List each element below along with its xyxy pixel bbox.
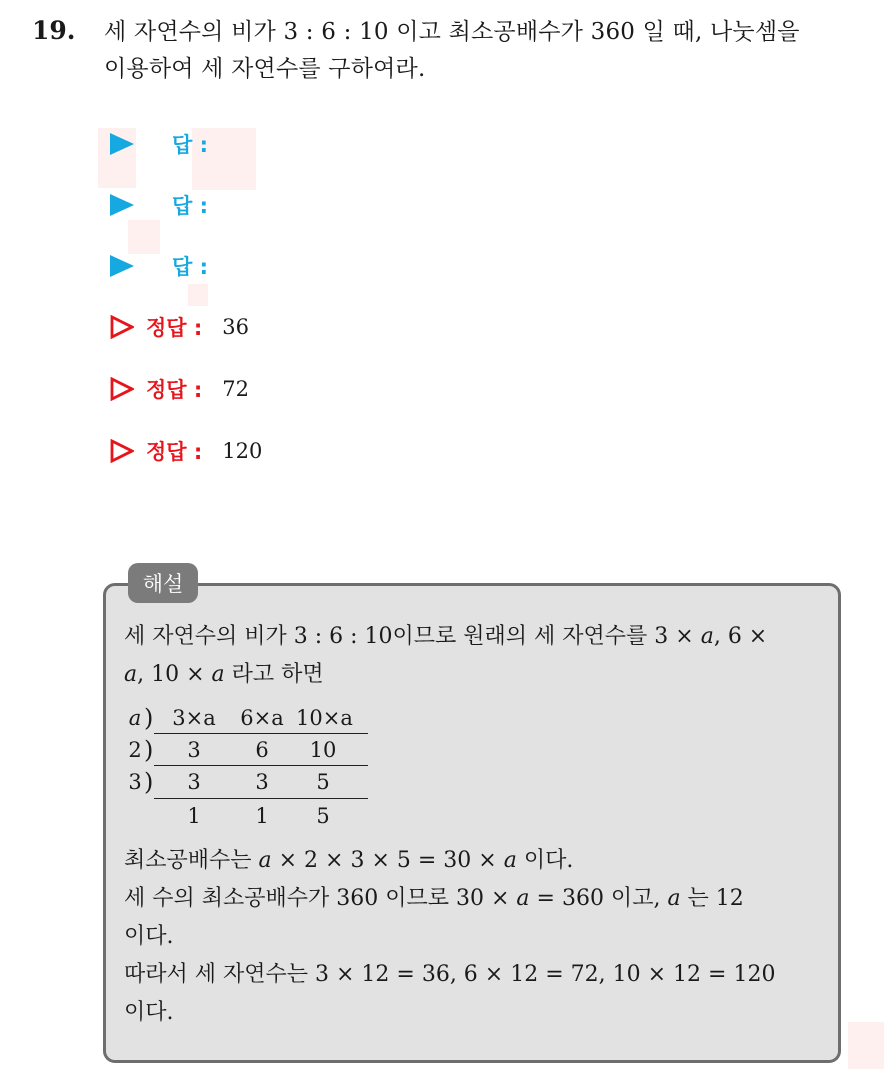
ladder-row — [124, 738, 348, 768]
outline-triangle-icon — [110, 439, 134, 463]
ladder-cell: 10×a — [296, 706, 353, 730]
correct-answer-label: 정답 : — [146, 440, 203, 464]
question-line-1: 세 자연수의 비가 3 : 6 : 10 이고 최소공배수가 360 일 때, 나눗셈을 — [104, 19, 800, 45]
answer-prompt-3 — [110, 248, 208, 284]
ladder-cell: 6×a — [240, 706, 284, 730]
answer-prompt-1 — [110, 126, 208, 162]
ladder-cell: 3 — [187, 770, 201, 794]
ladder-divisor: 2 — [128, 738, 142, 762]
scan-artifact — [848, 1022, 884, 1069]
explanation-line-4 — [124, 880, 824, 918]
var-a: a — [516, 886, 530, 911]
ladder-bracket: ) — [144, 768, 154, 796]
answer-label: 답 : — [172, 194, 208, 218]
explanation-line-3 — [124, 842, 824, 880]
outline-triangle-icon — [110, 315, 134, 339]
question-text — [104, 14, 874, 88]
ladder-cell: 3 — [255, 770, 269, 794]
correct-answer-label: 정답 : — [146, 316, 203, 340]
ladder-bracket: ) — [144, 736, 154, 764]
outline-triangle-icon — [110, 377, 134, 401]
ladder-row — [124, 704, 353, 736]
var-a: a — [700, 624, 714, 649]
text: = 360 이고, — [529, 886, 668, 911]
correct-answer-value: 36 — [222, 315, 250, 339]
explanation-line-6: 따라서 세 자연수는 3 × 12 = 36, 6 × 12 = 72, 10 × 12 = 120 — [124, 962, 776, 987]
ladder-row — [124, 804, 348, 834]
play-arrow-icon — [110, 194, 134, 216]
ladder-rule — [154, 798, 368, 799]
correct-answer-3 — [110, 433, 262, 469]
question-number: 19. — [32, 16, 76, 45]
correct-answer-label: 정답 : — [146, 378, 203, 402]
answer-label: 답 : — [172, 255, 208, 279]
explanation-badge: 해설 — [128, 563, 198, 603]
ladder-cell: 10 — [309, 738, 337, 762]
explanation-line-2 — [124, 656, 824, 694]
question-line-2: 이용하여 세 자연수를 구하여라. — [104, 56, 426, 82]
answer-label: 답 : — [172, 133, 208, 157]
correct-answer-value: 120 — [222, 439, 263, 463]
var-a: a — [667, 886, 681, 911]
ladder-cell: 6 — [255, 738, 269, 762]
text: , 6 × — [713, 624, 768, 649]
text: 최소공배수는 — [124, 848, 259, 873]
ladder-cell: 5 — [316, 804, 330, 828]
var-a: a — [211, 662, 225, 687]
play-arrow-icon — [110, 255, 134, 277]
ladder-cell: 5 — [316, 770, 330, 794]
answer-prompt-2 — [110, 187, 208, 223]
var-a: a — [503, 848, 517, 873]
scan-artifact — [188, 284, 208, 306]
explanation-line-7: 이다. — [124, 1000, 174, 1025]
ladder-cell: 1 — [187, 804, 201, 828]
ladder-rule — [154, 765, 368, 766]
ladder-divisor: 3 — [128, 770, 142, 794]
text: 이다. — [516, 848, 574, 873]
ladder-divisor: a — [128, 706, 142, 730]
text: 세 수의 최소공배수가 360 이므로 30 × — [124, 886, 517, 911]
text: × 2 × 3 × 5 = 30 × — [271, 848, 504, 873]
text: 라고 하면 — [224, 662, 324, 687]
text: 세 자연수의 비가 3 : 6 : 10 — [124, 624, 393, 649]
var-a: a — [124, 662, 138, 687]
text: 는 12 — [680, 886, 744, 911]
explanation-line-5: 이다. — [124, 924, 174, 949]
text: 이므로 원래의 세 자연수를 3 × — [392, 624, 701, 649]
var-a: a — [258, 848, 272, 873]
ladder-bracket: ) — [144, 704, 154, 732]
ladder-rule — [154, 733, 368, 734]
explanation-line-1 — [124, 618, 824, 656]
ladder-cell: 1 — [255, 804, 269, 828]
ladder-cell: 3×a — [172, 706, 216, 730]
play-arrow-icon — [110, 133, 134, 155]
ladder-row — [124, 770, 348, 800]
correct-answer-2 — [110, 371, 249, 407]
text: , 10 × — [137, 662, 212, 687]
correct-answer-1 — [110, 309, 249, 345]
division-ladder — [124, 704, 353, 834]
correct-answer-value: 72 — [222, 377, 250, 401]
ladder-cell: 3 — [187, 738, 201, 762]
